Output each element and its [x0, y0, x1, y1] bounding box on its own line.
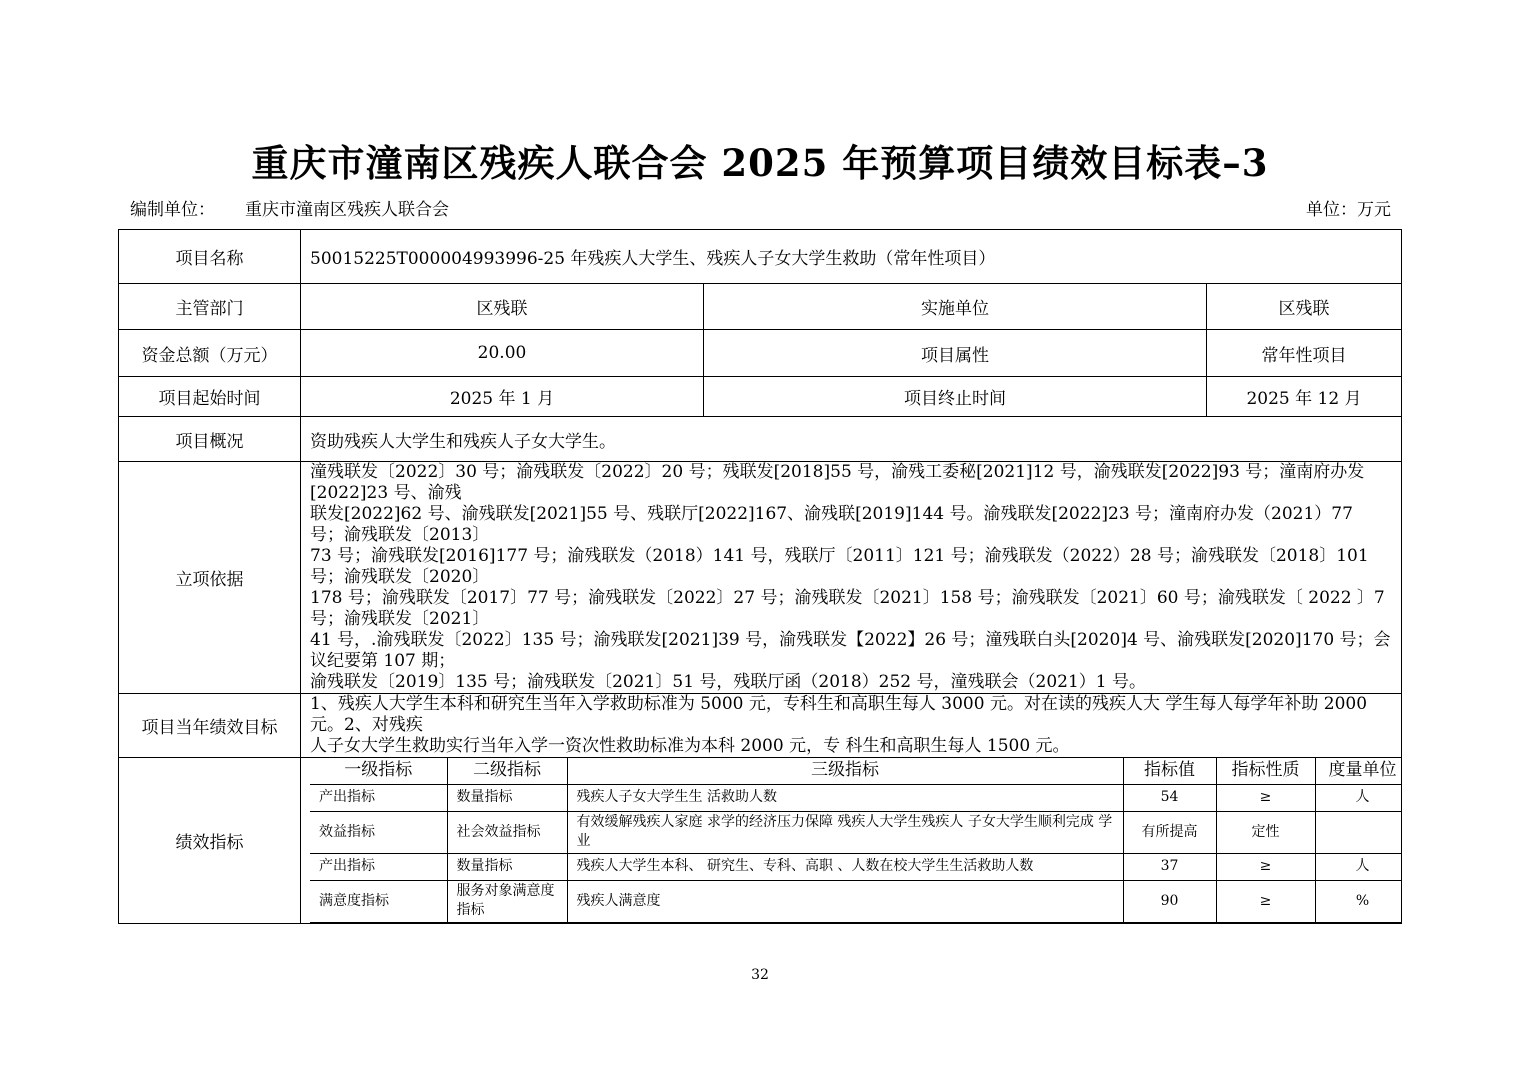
header-level2: 二级指标 [447, 758, 567, 784]
table-row [310, 853, 1402, 880]
basis-line: 联发[2022]62 号、渝残联发[2021]55 号、残联厅[2022]167、渝残联[2019]144 号。渝残联发[2022]23 号；潼南府办发（2021）77 号；渝残联发〔2013〕 [310, 504, 1353, 545]
basis-line: 178 号；渝残联发〔2017〕77 号；渝残联发〔2022〕27 号；渝残联发〔2021〕158 号；渝残联发〔2021〕60 号；渝残联发〔 2022 〕7 号；渝残联发〔2021〕 [310, 588, 1385, 629]
table-row [119, 462, 1402, 694]
header-unit: 度量单位 [1315, 758, 1402, 784]
dept-value: 区残联 [301, 284, 704, 330]
nature-cell: 定性 [1216, 811, 1315, 853]
unit-cell: 人 [1315, 853, 1402, 880]
goal-line: 人子女大学生救助实行当年入学一资次性救助标准为本科 2000 元，专 科生和高职生每人 1500 元。 [310, 736, 1070, 756]
impl-label: 实施单位 [704, 284, 1207, 330]
impl-value: 区残联 [1207, 284, 1402, 330]
org-value: 重庆市潼南区残疾人联合会 [245, 200, 449, 220]
value-cell: 54 [1123, 784, 1216, 811]
header-level3: 三级指标 [567, 758, 1123, 784]
start-value: 2025 年 1 月 [301, 377, 704, 417]
level2-cell: 服务对象满意度指标 [447, 880, 567, 922]
level1-cell: 效益指标 [310, 811, 447, 853]
indicators-cell [301, 758, 1402, 924]
nature-cell: ≥ [1216, 853, 1315, 880]
page-number: 32 [751, 967, 769, 983]
basis-line: 41 号，.渝残联发〔2022〕135 号；渝残联发[2021]39 号，渝残联发【2022】26 号；潼残联白头[2020]4 号、渝残联发[2020]170 号；会议纪要第 107 期； [310, 630, 1391, 671]
project-name-value: 50015225T000004993996-25 年残疾人大学生、残疾人子女大学生救助（常年性项目） [301, 230, 1402, 284]
table-row [119, 417, 1402, 462]
end-label: 项目终止时间 [704, 377, 1207, 417]
start-label: 项目起始时间 [119, 377, 301, 417]
level3-cell: 残疾人满意度 [567, 880, 1123, 922]
basis-value [301, 462, 1402, 694]
table-row [119, 284, 1402, 330]
goal-label: 项目当年绩效目标 [119, 694, 301, 758]
nature-cell: ≥ [1216, 880, 1315, 922]
performance-table [118, 229, 1402, 924]
basis-label: 立项依据 [119, 462, 301, 694]
overview-label: 项目概况 [119, 417, 301, 462]
indicators-label: 绩效指标 [119, 758, 301, 924]
level1-cell: 产出指标 [310, 784, 447, 811]
unit-label: 单位：万元 [1306, 200, 1391, 220]
basis-line: 渝残联发〔2019〕135 号；渝残联发〔2021〕51 号，残联厅函（2018）252 号，潼残联会（2021）1 号。 [310, 672, 1147, 692]
indicators-header-row [310, 758, 1402, 784]
dept-label: 主管部门 [119, 284, 301, 330]
overview-value: 资助残疾人大学生和残疾人子女大学生。 [301, 417, 1402, 462]
table-row [119, 758, 1402, 924]
table-row [310, 880, 1402, 922]
table-row [119, 377, 1402, 417]
unit-cell: % [1315, 880, 1402, 922]
table-row [119, 694, 1402, 758]
table-row [119, 230, 1402, 284]
header-level1: 一级指标 [310, 758, 447, 784]
header-nature: 指标性质 [1216, 758, 1315, 784]
level2-cell: 数量指标 [447, 784, 567, 811]
attr-value: 常年性项目 [1207, 330, 1402, 377]
level2-cell: 数量指标 [447, 853, 567, 880]
level3-cell: 有效缓解残疾人家庭 求学的经济压力保障 残疾人大学生残疾人 子女大学生顺利完成 学业 [567, 811, 1123, 853]
level2-cell: 社会效益指标 [447, 811, 567, 853]
indicators-table [310, 758, 1402, 923]
level3-cell: 残疾人大学生本科、 研究生、专科、高职 、人数在校大学生生活救助人数 [567, 853, 1123, 880]
end-value: 2025 年 12 月 [1207, 377, 1402, 417]
unit-cell [1315, 811, 1402, 853]
header-value: 指标值 [1123, 758, 1216, 784]
goal-value [301, 694, 1402, 758]
value-cell: 有所提高 [1123, 811, 1216, 853]
fund-label: 资金总额（万元） [119, 330, 301, 377]
unit-cell: 人 [1315, 784, 1402, 811]
table-row [119, 330, 1402, 377]
attr-label: 项目属性 [704, 330, 1207, 377]
basis-line: 潼残联发〔2022〕30 号；渝残联发〔2022〕20 号；残联发[2018]55 号，渝残工委秘[2021]12 号，渝残联发[2022]93 号；潼南府办发[2022]23 号、渝残 [310, 462, 1365, 503]
org-label: 编制单位： [130, 200, 215, 220]
table-row [310, 811, 1402, 853]
level1-cell: 满意度指标 [310, 880, 447, 922]
project-name-label: 项目名称 [119, 230, 301, 284]
goal-line: 1、残疾人大学生本科和研究生当年入学救助标准为 5000 元，专科生和高职生每人 3000 元。对在读的残疾人大 学生每人每学年补助 2000 元。2、对残疾 [310, 694, 1368, 735]
nature-cell: ≥ [1216, 784, 1315, 811]
value-cell: 90 [1123, 880, 1216, 922]
fund-value: 20.00 [301, 330, 704, 377]
page-title: 重庆市潼南区残疾人联合会 2025 年预算项目绩效目标表–3 [251, 141, 1269, 185]
table-row [310, 784, 1402, 811]
value-cell: 37 [1123, 853, 1216, 880]
level1-cell: 产出指标 [310, 853, 447, 880]
basis-line: 73 号；渝残联发[2016]177 号；渝残联发（2018）141 号，残联厅〔2011〕121 号；渝残联发（2022）28 号；渝残联发〔2018〕101 号；渝残联发〔2020〕 [310, 546, 1369, 587]
level3-cell: 残疾人子女大学生生 活救助人数 [567, 784, 1123, 811]
